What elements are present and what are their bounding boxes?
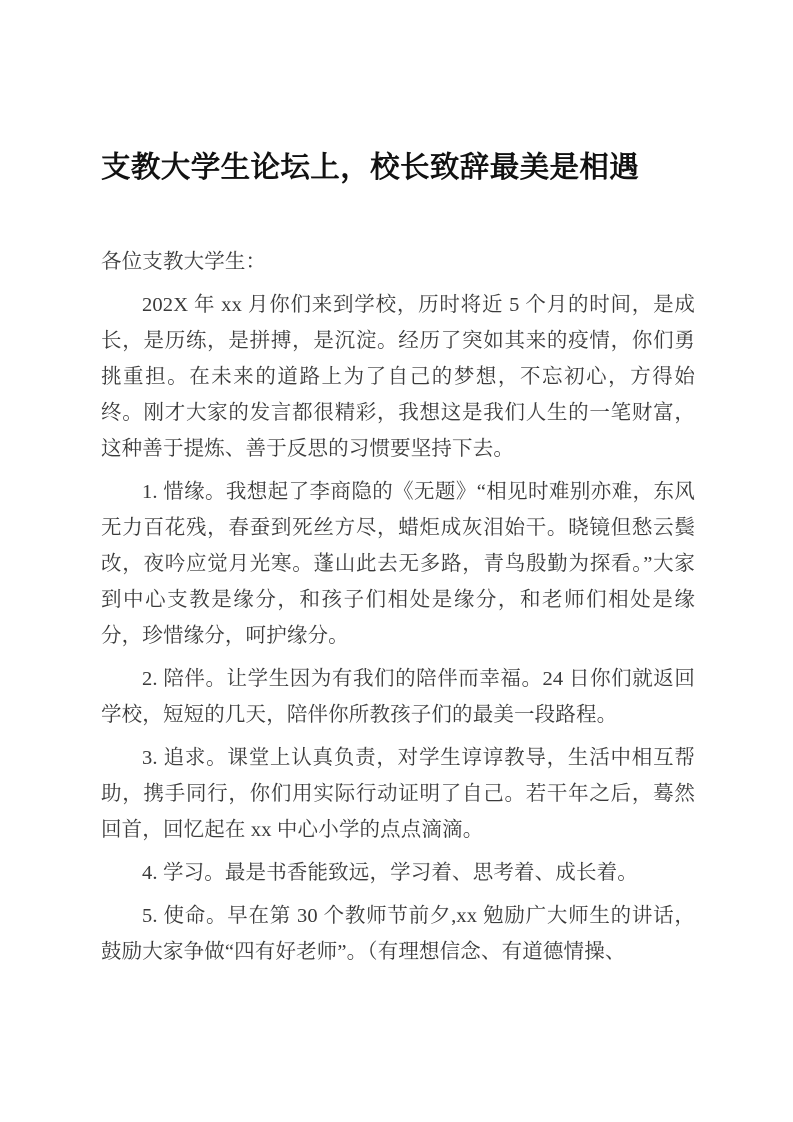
page-title: 支教大学生论坛上，校长致辞最美是相遇 xyxy=(101,152,640,184)
paragraph-item-5-shiming: 5. 使命。早在第 30 个教师节前夕,xx 勉励广大师生的讲话，鼓励大家争做“四有好老师”。（有理想信念、有道德情操、 xyxy=(101,905,695,963)
paragraph-item-4-xuexi: 4. 学习。最是书香能致远，学习着、思考着、成长着。 xyxy=(142,862,638,884)
paragraph-item-1-xiyuan: 1. 惜缘。我想起了李商隐的《无题》“相见时难别亦难，东风无力百花残，春蚕到死丝方尽，蜡炬成灰泪始干。晓镜但愁云鬓改，夜吟应觉月光寒。蓬山此去无多路，青鸟殷勤为探看。”大家到中心支教是缘分，和孩子们相处是缘分，和老师们相处是缘分，珍惜缘分，呵护缘分。 xyxy=(101,481,695,647)
paragraph-intro: 202X 年 xx 月你们来到学校，历时将近 5 个月的时间，是成长，是历练，是拼搏，是沉淀。经历了突如其来的疫情，你们勇挑重担。在未来的道路上为了自己的梦想，不忘初心，方得始终。刚才大家的发言都很精彩，我想这是我们人生的一笔财富，这种善于提炼、善于反思的习惯要坚持下去。 xyxy=(101,294,695,460)
paragraph-item-2-peiban: 2. 陪伴。让学生因为有我们的陪伴而幸福。24 日你们就返回学校，短短的几天，陪伴你所教孩子们的最美一段路程。 xyxy=(101,668,695,726)
paragraph-item-3-zhuiqiu: 3. 追求。课堂上认真负责，对学生谆谆教导，生活中相互帮助，携手同行，你们用实际行动证明了自己。若干年之后，蓦然回首，回忆起在 xx 中心小学的点点滴滴。 xyxy=(101,747,695,841)
salutation-line: 各位支教大学生： xyxy=(101,251,267,273)
document-body xyxy=(101,0,695,970)
